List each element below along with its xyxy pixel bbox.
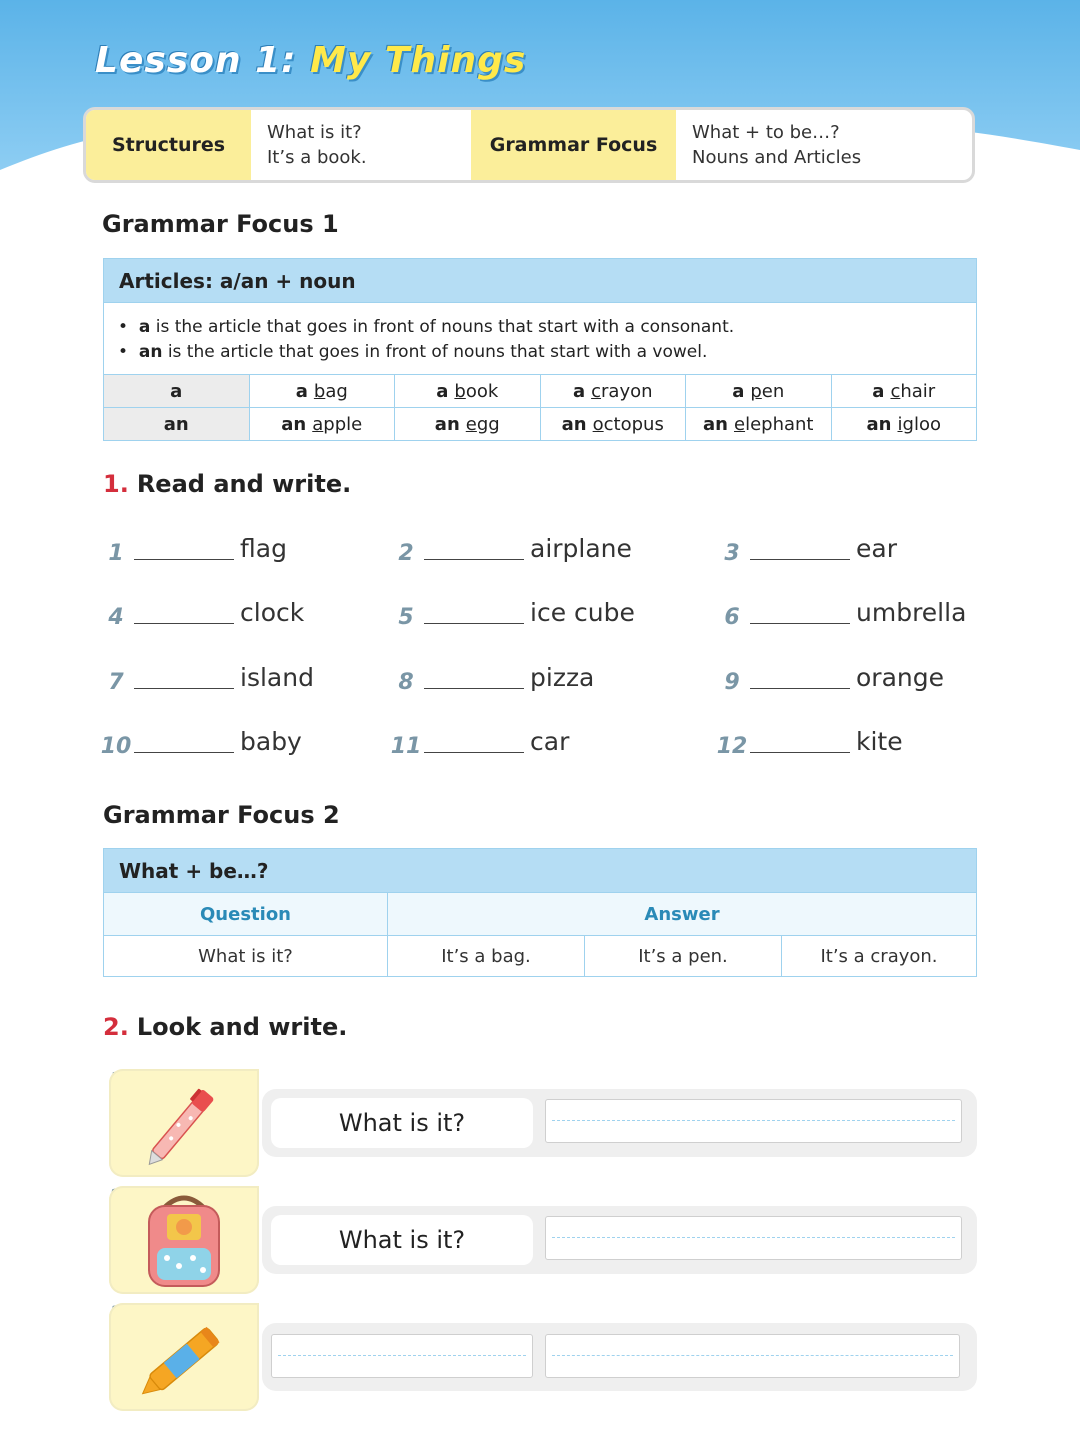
read-write-item xyxy=(388,655,594,695)
item-number: 7 xyxy=(108,670,124,695)
read-write-item xyxy=(98,526,287,566)
cell-first-letter: a xyxy=(312,413,324,435)
answer-blank[interactable] xyxy=(134,724,234,753)
picture-card xyxy=(109,1186,259,1294)
item-number: 12 xyxy=(716,734,748,759)
example-cell xyxy=(831,375,977,407)
item-number: 4 xyxy=(108,605,124,630)
cell-rest: ook xyxy=(465,380,499,402)
what-be-table-title: What + be…? xyxy=(104,849,976,892)
crayon-icon xyxy=(109,1303,259,1411)
cell-rest: rayon xyxy=(601,380,653,402)
exercise-2-heading xyxy=(103,1013,347,1041)
read-write-item xyxy=(98,590,304,630)
read-write-item xyxy=(388,590,635,630)
rule-text: is the article that goes in front of nouns that start with a vowel. xyxy=(167,342,708,362)
item-word: ice cube xyxy=(530,598,635,627)
rule-item: • an is the article that goes in front of nouns that start with a vowel. xyxy=(118,342,708,362)
answer-blank[interactable] xyxy=(750,595,850,624)
read-write-item xyxy=(714,719,903,759)
picture-card xyxy=(109,1069,259,1177)
exercise-number: 1. xyxy=(103,470,129,498)
rule-article: a xyxy=(138,317,151,337)
pen-icon xyxy=(109,1069,259,1177)
cell-first-letter: e xyxy=(465,413,477,435)
cell-article: an xyxy=(703,413,728,435)
articles-table xyxy=(103,258,977,441)
grammar-focus-1-title: Grammar Focus 1 xyxy=(102,210,339,238)
item-word: umbrella xyxy=(856,598,967,627)
cell-first-letter: b xyxy=(454,380,466,402)
item-number: 8 xyxy=(398,670,414,695)
question-column-header: Question xyxy=(104,893,387,935)
item-number: 1 xyxy=(108,541,124,566)
answer-blank[interactable] xyxy=(750,660,850,689)
exercise-title: Read and write. xyxy=(136,470,352,498)
cell-first-letter: p xyxy=(750,380,762,402)
cell-rest: lephant xyxy=(745,413,814,435)
answer-field[interactable] xyxy=(545,1099,962,1143)
read-write-item xyxy=(388,719,569,759)
articles-rules xyxy=(104,302,976,374)
row-label: a xyxy=(104,375,249,407)
item-number: 9 xyxy=(724,670,740,695)
item-number: 3 xyxy=(724,541,740,566)
rule-text: is the article that goes in front of nouns that start with a consonant. xyxy=(155,317,735,337)
cell-article: an xyxy=(434,413,460,435)
structures-bar xyxy=(83,107,975,183)
cell-article: a xyxy=(436,380,449,402)
answer-blank[interactable] xyxy=(134,531,234,560)
read-write-item xyxy=(388,526,632,566)
question-field[interactable] xyxy=(271,1334,533,1378)
exercise-1-heading xyxy=(103,470,351,498)
cell-article: an xyxy=(561,413,587,435)
question-cell: What is it? xyxy=(198,945,293,967)
example-cell xyxy=(540,408,686,440)
what-be-table xyxy=(103,848,977,977)
lesson-name: My Things xyxy=(310,40,527,81)
cell-rest: ctopus xyxy=(603,413,664,435)
item-word: car xyxy=(530,727,570,756)
answer-cell: It’s a bag. xyxy=(387,936,584,976)
cell-rest: pple xyxy=(323,413,363,435)
item-number: 10 xyxy=(100,734,132,759)
example-cell xyxy=(249,408,395,440)
answer-blank[interactable] xyxy=(424,595,524,624)
answer-blank[interactable] xyxy=(424,724,524,753)
cell-rest: gg xyxy=(476,413,500,435)
cell-first-letter: c xyxy=(591,380,602,402)
rule-item: • a is the article that goes in front of nouns that start with a consonant. xyxy=(118,317,735,337)
cell-article: a xyxy=(572,380,586,402)
answer-blank[interactable] xyxy=(424,531,524,560)
grammar-focus-topics xyxy=(676,110,972,180)
cell-rest: en xyxy=(761,380,785,402)
cell-first-letter: o xyxy=(592,413,604,435)
read-write-item xyxy=(98,719,302,759)
articles-row-an xyxy=(104,407,976,440)
item-number: 11 xyxy=(390,734,422,759)
structures-line: What is it? xyxy=(267,122,362,143)
table-row xyxy=(104,935,976,976)
item-word: baby xyxy=(240,727,302,756)
grammar-line: Nouns and Articles xyxy=(692,147,862,168)
question-box: What is it? xyxy=(271,1098,533,1148)
item-number: 5 xyxy=(398,605,414,630)
answer-blank[interactable] xyxy=(134,595,234,624)
lesson-prefix: Lesson 1: xyxy=(95,40,297,81)
item-word: ear xyxy=(856,534,897,563)
cell-first-letter: i xyxy=(897,413,903,435)
structures-examples xyxy=(251,110,471,180)
lesson-title xyxy=(95,40,526,81)
item-word: orange xyxy=(856,663,944,692)
exercise-title: Look and write. xyxy=(136,1013,348,1041)
example-cell xyxy=(540,375,686,407)
cell-article: a xyxy=(872,380,885,402)
answer-column-header: Answer xyxy=(387,893,976,935)
grammar-focus-label: Grammar Focus xyxy=(471,110,676,180)
row-label: an xyxy=(104,408,249,440)
cell-article: an xyxy=(281,413,307,435)
example-cell xyxy=(831,408,977,440)
example-cell xyxy=(685,408,831,440)
answer-blank[interactable] xyxy=(750,724,850,753)
item-word: flag xyxy=(240,534,287,563)
item-word: pizza xyxy=(530,663,595,692)
table-header-row xyxy=(104,892,976,935)
answer-field[interactable] xyxy=(545,1216,962,1260)
answer-blank[interactable] xyxy=(424,660,524,689)
grammar-focus-2-title: Grammar Focus 2 xyxy=(103,801,340,829)
cell-article: a xyxy=(732,380,745,402)
picture-card xyxy=(109,1303,259,1411)
cell-first-letter: e xyxy=(733,413,746,435)
answer-cell: It’s a pen. xyxy=(584,936,781,976)
answer-field[interactable] xyxy=(545,1334,960,1378)
item-word: airplane xyxy=(530,534,632,563)
answer-blank[interactable] xyxy=(750,531,850,560)
articles-row-a xyxy=(104,374,976,407)
example-cell xyxy=(685,375,831,407)
read-write-item xyxy=(714,655,944,695)
question-box: What is it? xyxy=(271,1215,533,1265)
example-cell xyxy=(249,375,395,407)
cell-first-letter: c xyxy=(890,380,901,402)
rule-article: an xyxy=(138,342,163,362)
cell-rest: ag xyxy=(325,380,348,402)
read-write-item xyxy=(714,590,966,630)
example-cell xyxy=(394,408,540,440)
example-cell xyxy=(394,375,540,407)
item-word: island xyxy=(240,663,314,692)
item-number: 2 xyxy=(398,541,414,566)
backpack-icon xyxy=(109,1186,259,1294)
cell-article: a xyxy=(295,380,308,402)
grammar-line: What + to be…? xyxy=(692,122,840,143)
cell-first-letter: b xyxy=(313,380,326,402)
cell-article: an xyxy=(866,413,892,435)
cell-rest: hair xyxy=(900,380,936,402)
item-word: kite xyxy=(856,727,903,756)
cell-rest: gloo xyxy=(902,413,941,435)
structures-label: Structures xyxy=(86,110,251,180)
answer-cell: It’s a crayon. xyxy=(781,936,976,976)
read-write-item xyxy=(714,526,897,566)
exercise-number: 2. xyxy=(103,1013,129,1041)
read-write-item xyxy=(98,655,314,695)
item-number: 6 xyxy=(724,605,740,630)
articles-table-title: Articles: a/an + noun xyxy=(104,259,976,302)
structures-line: It’s a book. xyxy=(267,147,367,168)
item-word: clock xyxy=(240,598,305,627)
answer-blank[interactable] xyxy=(134,660,234,689)
